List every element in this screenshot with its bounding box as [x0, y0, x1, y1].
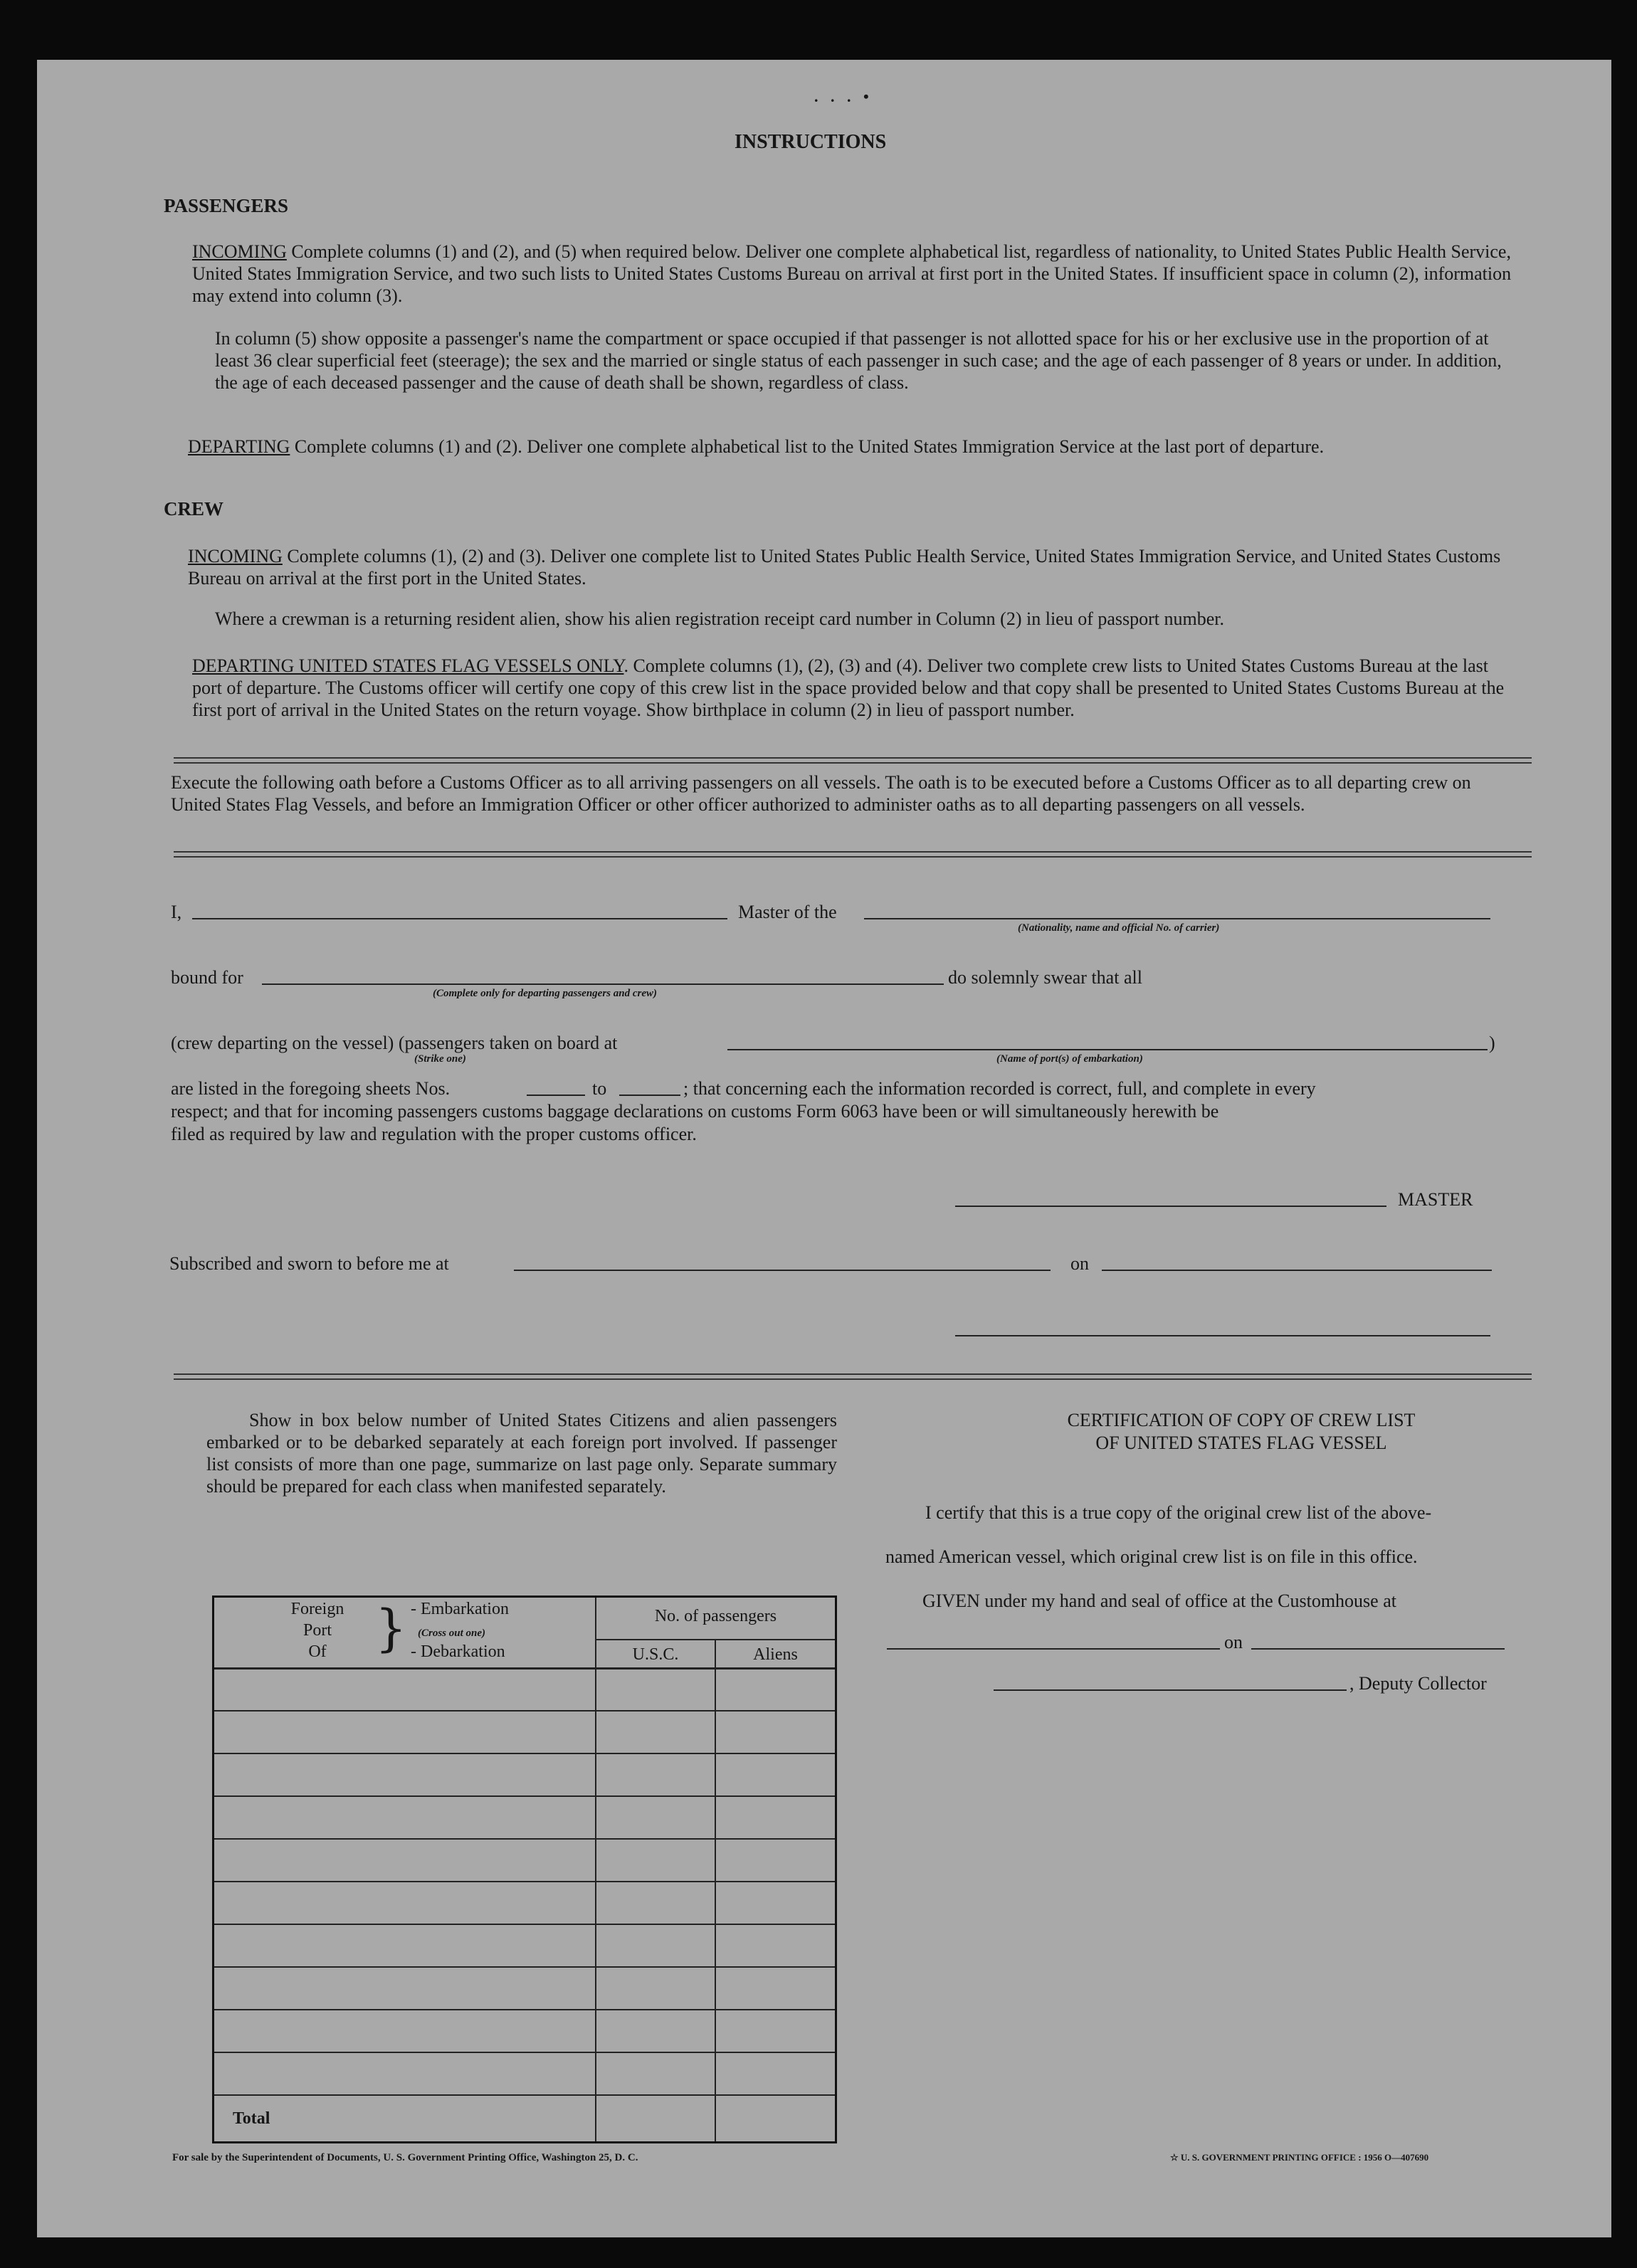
crew-departing-text: . Complete columns (1), (2), (3) and (4). Deliver two complete crew lists to United States Customs Bureau at the last port of departure. The Customs officer will certify one copy of this crew list in the space provided below and that copy shall be presented to United States Customs Bureau at the first port of arrival in the United States on the return voyage. Show birthplace in column (2) in lieu of passport number.: [192, 655, 1505, 720]
table-row-rule: [214, 1838, 835, 1840]
header-brace: }: [375, 1599, 407, 1657]
passenger-summary-table: [212, 1595, 837, 2143]
passengers-departing-label: DEPARTING: [188, 436, 290, 457]
listed-text-b: ; that concerning each the information recorded is correct, full, and complete in every: [683, 1078, 1316, 1099]
table-row-rule: [214, 2009, 835, 2010]
subscribed-label: Subscribed and sworn to before me at: [169, 1253, 449, 1274]
passengers-departing-text: Complete columns (1) and (2). Deliver one complete alphabetical list to the United States Immigration Service at the last port of departure.: [290, 436, 1325, 457]
crew-passengers-text: (crew departing on the vessel) (passengers taken on board at: [171, 1033, 618, 1053]
cert-line-1: I certify that this is a true copy of the original crew list of the above-: [925, 1502, 1432, 1523]
cert-date-line[interactable]: [1251, 1648, 1505, 1650]
subscribed-date-line[interactable]: [1102, 1270, 1492, 1271]
bound-for-label: bound for: [171, 967, 243, 988]
bound-for-caption: (Complete only for departing passengers and crew): [433, 988, 657, 999]
table-row-rule: [214, 1795, 835, 1797]
crew-departing-label: DEPARTING UNITED STATES FLAG VESSELS ONLY: [192, 655, 624, 676]
cert-on-label: on: [1224, 1632, 1243, 1652]
listed-text-d: filed as required by law and regulation with the proper customs officer.: [171, 1124, 697, 1144]
cert-line-3: GIVEN under my hand and seal of office at the Customhouse at: [922, 1591, 1396, 1611]
swear-text: do solemnly swear that all: [948, 967, 1142, 988]
crew-heading: CREW: [164, 498, 224, 519]
table-col-divider-1: [595, 1598, 596, 2141]
deputy-signature-line[interactable]: [994, 1689, 1347, 1691]
sheet-from-line[interactable]: [527, 1095, 585, 1096]
master-label: MASTER: [1398, 1189, 1473, 1210]
listed-text-a: are listed in the foregoing sheets Nos.: [171, 1078, 451, 1099]
header-debarkation: - Debarkation: [411, 1642, 505, 1661]
port-caption: (Name of port(s) of embarkation): [996, 1053, 1143, 1065]
master-signature-line[interactable]: [955, 1206, 1386, 1207]
passengers-incoming-label: INCOMING: [192, 241, 287, 262]
crew-resident-text: Where a crewman is a returning resident alien, show his alien registration receipt card number in Column (2) in lieu of passport number.: [215, 608, 1225, 629]
carrier-caption: (Nationality, name and official No. of carrier): [1018, 922, 1220, 934]
divider-1: [174, 757, 1532, 764]
passengers-incoming-paragraph: [192, 241, 1516, 307]
officer-signature-line[interactable]: [955, 1335, 1490, 1336]
subscribed-on-label: on: [1070, 1253, 1089, 1274]
footer-right: ☆ U. S. GOVERNMENT PRINTING OFFICE : 1956 O—407690: [1170, 2152, 1429, 2163]
table-row-rule: [214, 1881, 835, 1882]
strike-caption: (Strike one): [414, 1053, 466, 1065]
sheet-to-line[interactable]: [619, 1095, 680, 1096]
oath-i-label: I,: [171, 902, 182, 922]
table-row-rule: [214, 2052, 835, 2053]
header-port: Port: [302, 1621, 332, 1640]
cert-title-2: OF UNITED STATES FLAG VESSEL: [1095, 1433, 1387, 1453]
deputy-collector-label: , Deputy Collector: [1349, 1673, 1487, 1694]
header-of: Of: [308, 1642, 327, 1661]
listed-text-c: respect; and that for incoming passengers customs baggage declarations on customs Form 6063 have been or will simultaneously herewith be: [171, 1101, 1219, 1122]
carrier-line[interactable]: [864, 918, 1490, 919]
crew-incoming-paragraph: [188, 545, 1512, 589]
header-no-passengers: No. of passengers: [654, 1607, 777, 1625]
header-usc: U.S.C.: [632, 1645, 679, 1664]
master-name-line[interactable]: [192, 918, 727, 919]
passengers-heading: PASSENGERS: [164, 195, 289, 216]
crew-incoming-text: Complete columns (1), (2) and (3). Deliver one complete list to United States Public Health Service, United States Immigration Service, and United States Customs Bureau on arrival at the first port in the United States.: [188, 546, 1501, 589]
table-row-rule: [214, 1924, 835, 1925]
embarkation-port-line[interactable]: [727, 1049, 1488, 1050]
header-aliens: Aliens: [753, 1645, 798, 1664]
close-paren: ): [1489, 1033, 1495, 1053]
summary-text: Show in box below number of United States Citizens and alien passengers embarked or to be debarked separately at each foreign port involved. If passenger list consists of more than one page, summarize on last page only. Separate summary should be prepared for each class when manifested separately.: [206, 1410, 837, 1497]
page-title: INSTRUCTIONS: [735, 131, 887, 153]
table-row-rule: [214, 1710, 835, 1711]
crew-incoming-label: INCOMING: [188, 546, 283, 566]
table-row-rule: [214, 2094, 835, 2096]
header-foreign: Foreign: [290, 1600, 344, 1618]
divider-3: [174, 1373, 1532, 1380]
passengers-column5-paragraph: In column (5) show opposite a passenger's name the compartment or space occupied if that passenger is not allotted space for his or her exclusive use in the proportion of at least 36 clear superficial feet (steerage); the sex and the married or single status of each passenger in such case; and the age of each passenger of 8 years or under. In addition, the age of each deceased passenger and the cause of death shall be shown, regardless of class.: [215, 328, 1502, 393]
crew-departing-paragraph: [192, 655, 1516, 721]
header-embarkation: - Embarkation: [411, 1600, 509, 1618]
divider-2: [174, 851, 1532, 858]
passengers-incoming-text: Complete columns (1) and (2), and (5) when required below. Deliver one complete alphabetical list, regardless of nationality, to United States Public Health Service, United States Immigration Service, and two such lists to United States Customs Bureau on arrival at first port in the United States. If insufficient space in column (2), information may extend into column (3).: [192, 241, 1512, 306]
total-label: Total: [233, 2109, 270, 2128]
table-row-rule: [214, 1753, 835, 1754]
table-col-divider-2: [715, 1639, 716, 2141]
top-marks: . . . •: [814, 88, 873, 105]
cert-line-2: named American vessel, which original crew list is on file in this office.: [885, 1546, 1418, 1567]
cert-title-1: CERTIFICATION OF COPY OF CREW LIST: [1067, 1410, 1416, 1430]
oath-instruction: Execute the following oath before a Customs Officer as to all arriving passengers on all vessels. The oath is to be executed before a Customs Officer as to all departing crew on United States Flag Vessels, and before an Immigration Officer or other officer authorized to administer oaths as to all departing passengers on all vessels.: [171, 772, 1471, 815]
table-header-rule: [214, 1667, 835, 1670]
customhouse-line[interactable]: [887, 1648, 1220, 1650]
bound-for-line[interactable]: [262, 983, 944, 985]
subscribed-place-line[interactable]: [514, 1270, 1051, 1271]
form-sheet: [37, 60, 1611, 2237]
listed-to: to: [592, 1078, 607, 1099]
footer-left: For sale by the Superintendent of Documents, U. S. Government Printing Office, Washington 25, D. C.: [172, 2152, 638, 2163]
master-of-the-label: Master of the: [738, 902, 837, 922]
table-subheader-divider: [595, 1639, 835, 1640]
table-row-rule: [214, 1966, 835, 1968]
passengers-departing-paragraph: [188, 436, 1512, 458]
header-cross-out: (Cross out one): [418, 1628, 486, 1639]
